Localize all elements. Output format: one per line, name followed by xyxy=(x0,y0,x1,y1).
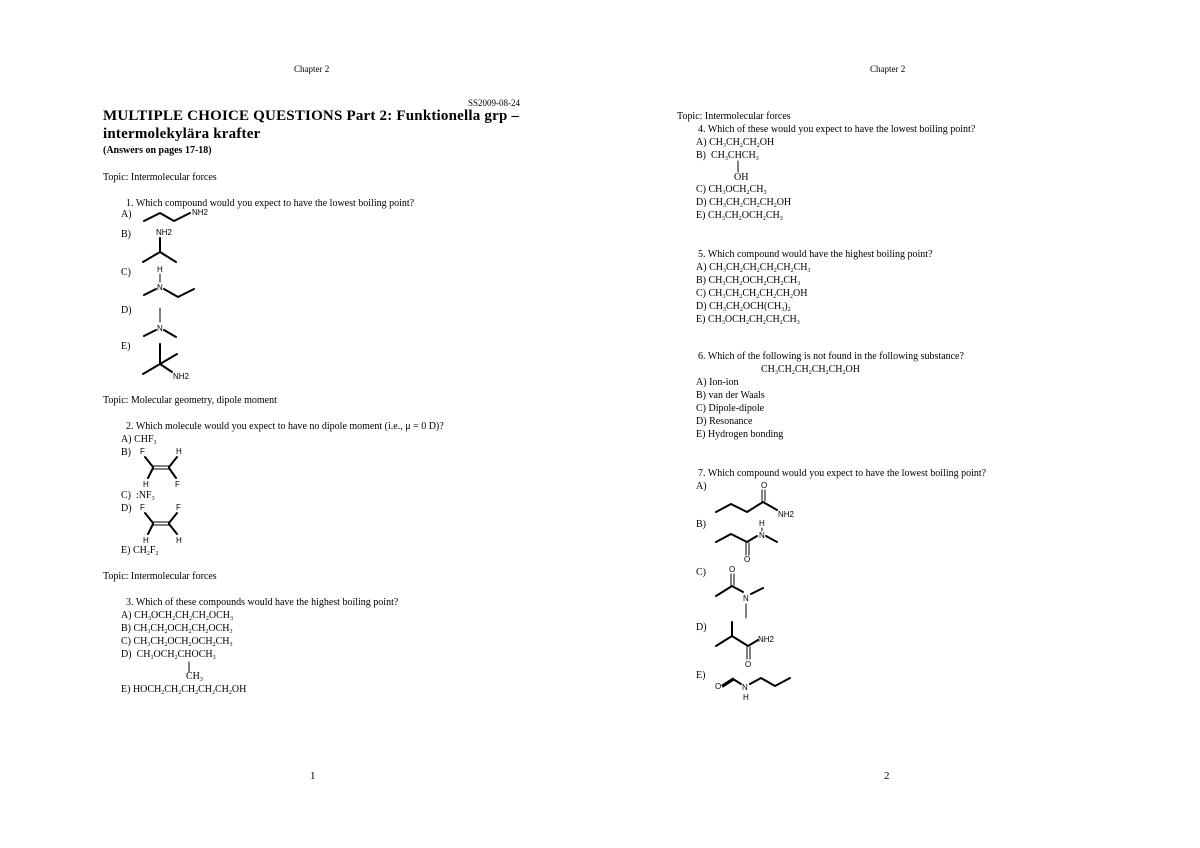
substance-formula: $CH_3CH_2CH_2CH_2CH_2OH$ xyxy=(761,364,860,376)
option-4e: E) $CH_3CH_2OCH_2CH_3$ xyxy=(696,210,783,222)
option-label: E) xyxy=(121,341,131,352)
page-2 xyxy=(600,0,1200,848)
svg-text:H: H xyxy=(176,447,182,456)
option-2a: A) $CHF_3$ xyxy=(121,434,157,446)
option-5e: E) $CH_3OCH_2CH_2CH_2CH_3$ xyxy=(696,314,800,326)
svg-text:O: O xyxy=(761,481,768,490)
svg-text:NH2: NH2 xyxy=(778,510,795,519)
structure-methylpropanamide-branched xyxy=(715,620,795,670)
answers-note: (Answers on pages 17-18) xyxy=(103,145,212,156)
question-number: 2. xyxy=(126,421,134,432)
option-3b: B) $CH_3CH_2OCH_2CH_2OCH_3$ xyxy=(121,623,233,635)
question-text: Which of these compounds would have the highest boiling point? xyxy=(135,597,399,608)
svg-text:H: H xyxy=(157,265,163,274)
question-5 xyxy=(698,249,933,260)
structure-trans-difluoroethene xyxy=(140,444,190,490)
option-6a: A) Ion-ion xyxy=(696,377,739,388)
question-number: 3. xyxy=(126,597,134,608)
svg-text:NH2: NH2 xyxy=(156,228,173,237)
topic-heading: Topic: Intermolecular forces xyxy=(103,172,217,183)
svg-text:F: F xyxy=(176,503,181,512)
question-text: Which compound would have the highest boiling point? xyxy=(707,249,933,260)
question-2 xyxy=(126,421,444,432)
svg-text:H: H xyxy=(759,519,765,528)
structure-trimethylamine xyxy=(140,306,190,342)
option-6d: D) Resonance xyxy=(696,416,753,427)
option-label: C) xyxy=(121,267,131,278)
question-number: 7. xyxy=(698,468,706,479)
option-label: D) xyxy=(121,503,132,514)
topic-heading: Topic: Molecular geometry, dipole moment xyxy=(103,395,277,406)
structure-cis-difluoroethene xyxy=(140,500,190,546)
option-label: A) xyxy=(121,209,132,220)
question-7 xyxy=(698,468,986,479)
svg-text:O: O xyxy=(715,682,722,691)
structure-tert-butylamine xyxy=(140,342,200,382)
svg-text:F: F xyxy=(140,447,145,456)
question-number: 1. xyxy=(126,198,134,209)
structure-propylformamide xyxy=(715,668,805,702)
question-3 xyxy=(126,597,398,608)
option-label: B) xyxy=(121,229,131,240)
option-2e: E) $CH_2F_2$ xyxy=(121,545,159,557)
svg-text:N: N xyxy=(157,283,163,292)
structure-methylethylamine xyxy=(140,264,200,302)
option-6c: C) Dipole-dipole xyxy=(696,403,765,414)
page-number: 1 xyxy=(310,770,316,782)
question-text: Which of the following is not found in the following substance? xyxy=(707,351,964,362)
svg-text:N: N xyxy=(742,683,748,692)
structure-dimethylacetamide xyxy=(715,564,785,622)
question-4 xyxy=(698,124,975,135)
option-label: B) xyxy=(696,519,706,530)
svg-text:N: N xyxy=(759,531,765,540)
topic-heading: Topic: Intermolecular forces xyxy=(677,111,791,122)
question-number: 6. xyxy=(698,351,706,362)
document-date: SS2009-08-24 xyxy=(468,98,521,108)
svg-text:NH2: NH2 xyxy=(758,635,775,644)
question-text: Which compound would you expect to have the lowest boiling point? xyxy=(135,198,415,209)
topic-heading: Topic: Intermolecular forces xyxy=(103,571,217,582)
option-label: A) xyxy=(696,481,707,492)
svg-text:NH2: NH2 xyxy=(173,372,190,381)
question-number: 4. xyxy=(698,124,706,135)
svg-text:NH2: NH2 xyxy=(192,208,209,217)
option-5c: C) $CH_3CH_2CH_2CH_2CH_2OH$ xyxy=(696,288,808,300)
svg-text:F: F xyxy=(175,480,180,489)
branch-methyl: $CH_3$ xyxy=(186,671,203,683)
svg-text:F: F xyxy=(140,503,145,512)
option-3d: D) $CH_3OCH_2CHOCH_3$ xyxy=(121,649,216,661)
page-title: MULTIPLE CHOICE QUESTIONS Part 2: Funktionella grp – xyxy=(103,108,520,124)
running-header: Chapter 2 xyxy=(870,64,906,74)
option-4b: B) $CH_3CHCH_3$ xyxy=(696,150,759,162)
option-4a: A) $CH_3CH_2CH_2OH$ xyxy=(696,137,775,149)
option-3c: C) $CH_3CH_2OCH_2OCH_2CH_3$ xyxy=(121,636,233,648)
question-text: Which compound would you expect to have the lowest boiling point? xyxy=(707,468,987,479)
svg-text:O: O xyxy=(744,555,751,564)
svg-text:H: H xyxy=(743,693,749,702)
svg-text:H: H xyxy=(143,536,149,545)
option-4d: D) $CH_3CH_2CH_2CH_2OH$ xyxy=(696,197,792,209)
svg-text:H: H xyxy=(143,480,149,489)
option-3e: E) $HOCH_2CH_2CH_2CH_2CH_2OH$ xyxy=(121,684,247,696)
question-text: Which of these would you expect to have the lowest boiling point? xyxy=(707,124,976,135)
option-6b: B) van der Waals xyxy=(696,390,765,401)
svg-text:N: N xyxy=(157,324,163,333)
option-label: D) xyxy=(121,305,132,316)
question-6 xyxy=(698,351,964,362)
option-2c: C) $:NF_3$ xyxy=(121,490,155,502)
page-title-line2: intermolekylära krafter xyxy=(103,126,261,142)
question-number: 5. xyxy=(698,249,706,260)
branch-hydroxyl: OH xyxy=(734,172,749,183)
option-5b: B) $CH_3CH_2OCH_2CH_2CH_3$ xyxy=(696,275,801,287)
svg-text:O: O xyxy=(729,565,736,574)
option-label: B) xyxy=(121,447,131,458)
structure-methylpropanamide xyxy=(715,518,795,562)
option-5a: A) $CH_3CH_2CH_2CH_2CH_2CH_3$ xyxy=(696,262,811,274)
page-number: 2 xyxy=(884,770,890,782)
question-text: Which molecule would you expect to have no dipole moment (i.e., μ = 0 D)? xyxy=(135,421,444,432)
option-3a: A) $CH_3OCH_2CH_2CH_2OCH_3$ xyxy=(121,610,234,622)
option-label: D) xyxy=(696,622,707,633)
svg-text:H: H xyxy=(176,536,182,545)
structure-isopropylamine xyxy=(140,226,190,266)
structure-propylamine xyxy=(140,205,220,225)
option-6e: E) Hydrogen bonding xyxy=(696,429,784,440)
svg-text:N: N xyxy=(743,594,749,603)
option-label: C) xyxy=(696,567,706,578)
option-4c: C) $CH_3OCH_2CH_3$ xyxy=(696,184,767,196)
option-label: E) xyxy=(696,670,706,681)
svg-text:O: O xyxy=(745,660,752,669)
structure-butanamide xyxy=(715,480,805,520)
option-5d: D) $CH_3CH_2OCH(CH_3)_2$ xyxy=(696,301,791,313)
running-header: Chapter 2 xyxy=(294,64,330,74)
